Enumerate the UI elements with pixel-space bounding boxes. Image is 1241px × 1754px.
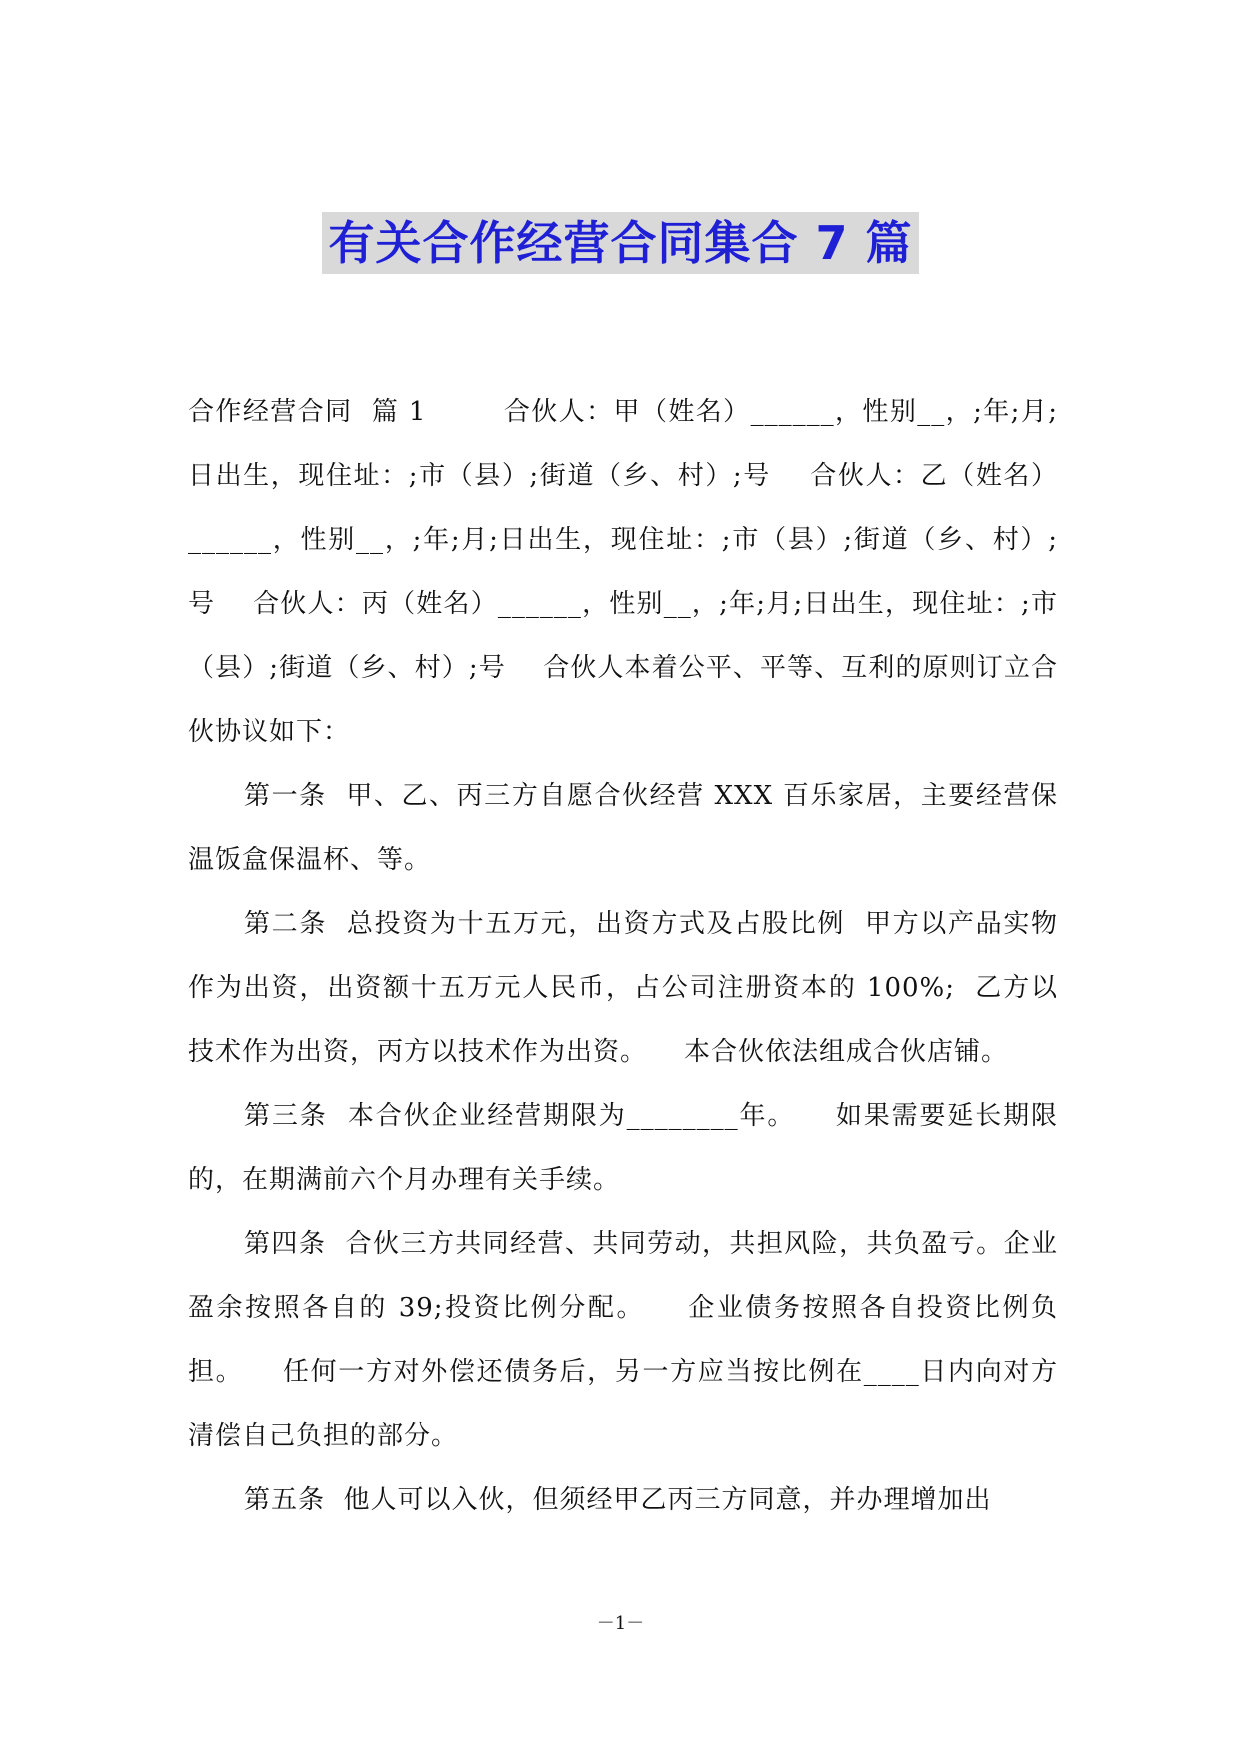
document-title: 有关合作经营合同集合 7 篇 (322, 212, 918, 274)
paragraph-article-3: 第三条 本合伙企业经营期限为________年。 如果需要延长期限的，在期满前六个月办理有关手续。 (188, 1101, 1058, 1195)
title-container (0, 212, 1241, 274)
paragraph-article-1: 第一条 甲、乙、丙三方自愿合伙经营 XXX 百乐家居，主要经营保温饭盒保温杯、等。 (188, 781, 1058, 875)
document-body (188, 380, 1058, 1532)
paragraph-article-4: 第四条 合伙三方共同经营、共同劳动，共担风险，共负盈亏。企业盈余按照各自的 39;投资比例分配。 企业债务按照各自投资比例负担。 任何一方对外偿还债务后，另一方应当按比例在____日内向对方清偿自己负担的部分。 (188, 1229, 1058, 1451)
paragraph-article-2: 第二条 总投资为十五万元，出资方式及占股比例 甲方以产品实物作为出资，出资额十五万元人民币，占公司注册资本的 100%; 乙方以技术作为出资，丙方以技术作为出资。 本合伙依法组成合伙店铺。 (188, 909, 1058, 1067)
paragraph-article-5: 第五条 他人可以入伙，但须经甲乙丙三方同意，并办理增加出 (244, 1485, 992, 1515)
page-number: －1－ (596, 1613, 645, 1634)
paragraph-preamble: 合作经营合同 篇 1 合伙人：甲（姓名）______，性别__，;年;月;日出生，现住址：;市（县）;街道（乡、村）;号 合伙人：乙（姓名）______，性别__，;年;月;日出生，现住址：;市（县）;街道（乡、村）;号 合伙人：丙（姓名）______，性别__，;年;月;日出生，现住址：;市（县）;街道（乡、村）;号 合伙人本着公平、平等、互利的原则订立合伙协议如下： (188, 397, 1058, 747)
